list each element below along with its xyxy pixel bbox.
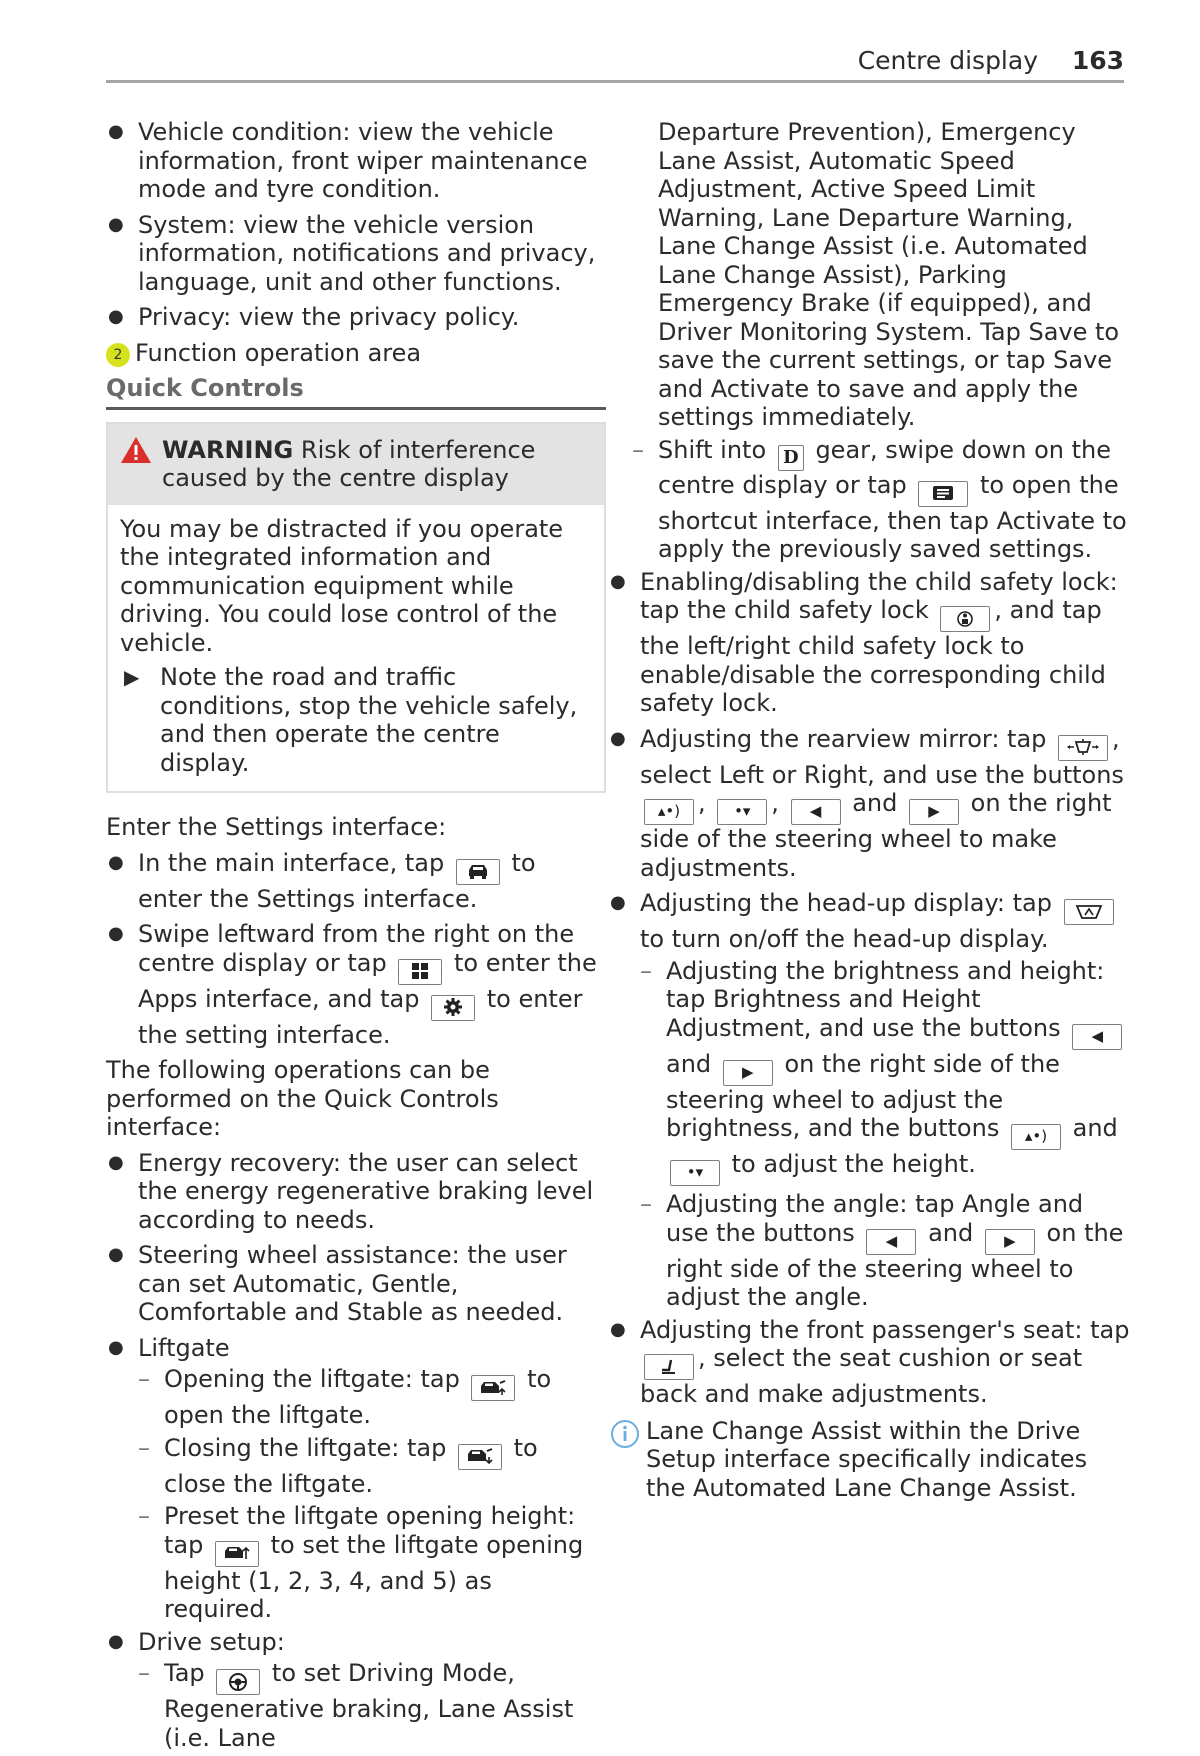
list-item: ● Drive setup: [106,1628,606,1657]
callout-text: Function operation area [135,338,422,367]
right-column [632,118,1132,1502]
drive-setup-icon [216,1669,260,1695]
arrow-right-icon: ▶ [124,665,140,689]
list-item: – Shift into D gear, swipe down on the centre display or tap to open the shortcut interface, then tap Activate to apply the previously saved settings. [632,436,1132,564]
warning-text: You may be distracted if you operate the integrated information and communication equipment while driving. You could lose control of the vehicle. [120,514,564,657]
left-column [106,118,606,1756]
list-item: ● Adjusting the head-up display: tap to turn on/off the head-up display. [608,889,1132,954]
list-item: – Adjusting the angle: tap Angle and use the buttons ◀ and ▶ on the right side of the steering wheel to adjust the angle. [640,1190,1132,1312]
liftgate-open-icon [471,1375,515,1401]
list-item: ● Energy recovery: the user can select the energy regenerative braking level according to needs. [106,1149,606,1235]
list-item: ● Privacy: view the privacy policy. [106,303,606,332]
warning-triangle-icon [120,436,152,471]
scroll-down-icon: •▾ [717,799,767,825]
liftgate-sublist [138,1365,606,1624]
apps-grid-icon [398,959,442,985]
quick-controls-heading: Quick Controls [106,374,606,410]
scroll-down-icon: •▾ [670,1160,720,1186]
mirror-adjust-icon [1058,735,1108,761]
right-arrow-icon: ▶ [723,1060,773,1086]
shortcut-icon [918,481,968,507]
seat-icon [644,1354,694,1380]
list-item: – Preset the liftgate opening height: tap to set the liftgate opening height (1, 2, 3, 4, and 5) as required. [138,1502,606,1624]
info-note [608,1417,1132,1503]
right-arrow-icon: ▶ [985,1229,1035,1255]
gear-d-icon: D [778,445,804,471]
drive-sublist-continued [632,118,1132,564]
callout-line [106,339,606,368]
list-item: ● Swipe leftward from the right on the centre display or tap to enter the Apps interface, and tap to enter the setting interface. [106,920,606,1049]
liftgate-height-icon [215,1541,259,1567]
right-arrow-icon: ▶ [909,799,959,825]
left-arrow-icon: ◀ [866,1229,916,1255]
list-item: – Opening the liftgate: tap to open the liftgate. [138,1365,606,1430]
car-icon [456,859,500,885]
hud-sublist [640,957,1132,1312]
warning-label: WARNING [162,435,294,464]
gear-icon [431,995,475,1021]
list-item: – Adjusting the brightness and height: tap Brightness and Height Adjustment, and use the buttons ◀ and ▶ on the right side of the steering wheel to adjust the brightness, and the buttons ▴•) and •▾ to adjust the height. [640,957,1132,1187]
left-arrow-icon: ◀ [1072,1024,1122,1050]
scroll-up-icon: ▴•) [1011,1124,1061,1150]
list-item: ● Enabling/disabling the child safety lock: tap the child safety lock , and tap the left/right child safety lock to enable/disable the corresponding child safety lock. [608,568,1132,718]
section-title: Centre display [857,46,1038,75]
info-note-text: Lane Change Assist within the Drive Setup interface specifically indicates the Automated Lane Change Assist. [646,1416,1088,1502]
warning-header [108,424,604,505]
list-item: ● Liftgate [106,1334,606,1363]
drive-sublist [138,1659,606,1752]
list-item: ● In the main interface, tap to enter the Settings interface. [106,849,606,914]
callout-number-badge: 2 [106,343,130,367]
liftgate-close-icon [458,1444,502,1470]
info-icon [610,1419,640,1456]
list-item: – Tap to set Driving Mode, Regenerative braking, Lane Assist (i.e. Lane [138,1659,606,1752]
list-item: ● Steering wheel assistance: the user can set Automatic, Gentle, Comfortable and Stable as needed. [106,1241,606,1327]
warning-box [106,422,606,794]
page-number: 163 [1071,46,1124,75]
list-item: ● Adjusting the rearview mirror: tap , select Left or Right, and use the buttons ▴•) , •▾ , ◀ and ▶ on the right side of the steering wheel to make adjustments. [608,725,1132,883]
warning-title: Risk of interference caused by the centre display [162,435,536,492]
drive-continued-text: Departure Prevention), Emergency Lane Assist, Automatic Speed Adjustment, Active Speed Limit Warning, Lane Departure Warning, Lane Change Assist (i.e. Automated Lane Change Assist), Parking Emergency Brake (if equipped), and Driver Monitoring System. Tap Save to save the current settings, or tap Save and Activate to save and apply the settings immediately. [658,118,1120,431]
left-arrow-icon: ◀ [791,799,841,825]
list-item: ● Adjusting the front passenger's seat: tap , select the seat cushion or seat back and make adjustments. [608,1316,1132,1409]
page-header [106,44,1124,83]
child-lock-icon [940,606,990,632]
list-item: ● Vehicle condition: view the vehicle information, front wiper maintenance mode and tyre condition. [106,118,606,204]
warning-step-text: Note the road and traffic conditions, stop the vehicle safely, and then operate the centre display. [160,663,578,777]
warning-body [108,505,604,792]
warning-step [120,663,592,777]
list-item: – Closing the liftgate: tap to close the liftgate. [138,1434,606,1499]
ops-intro: The following operations can be performed on the Quick Controls interface: [106,1056,499,1141]
enter-intro: Enter the Settings interface: [106,813,447,841]
hud-icon [1064,899,1114,925]
list-item: ● System: view the vehicle version information, notifications and privacy, language, unit and other functions. [106,211,606,297]
scroll-up-icon: ▴•) [644,799,694,825]
